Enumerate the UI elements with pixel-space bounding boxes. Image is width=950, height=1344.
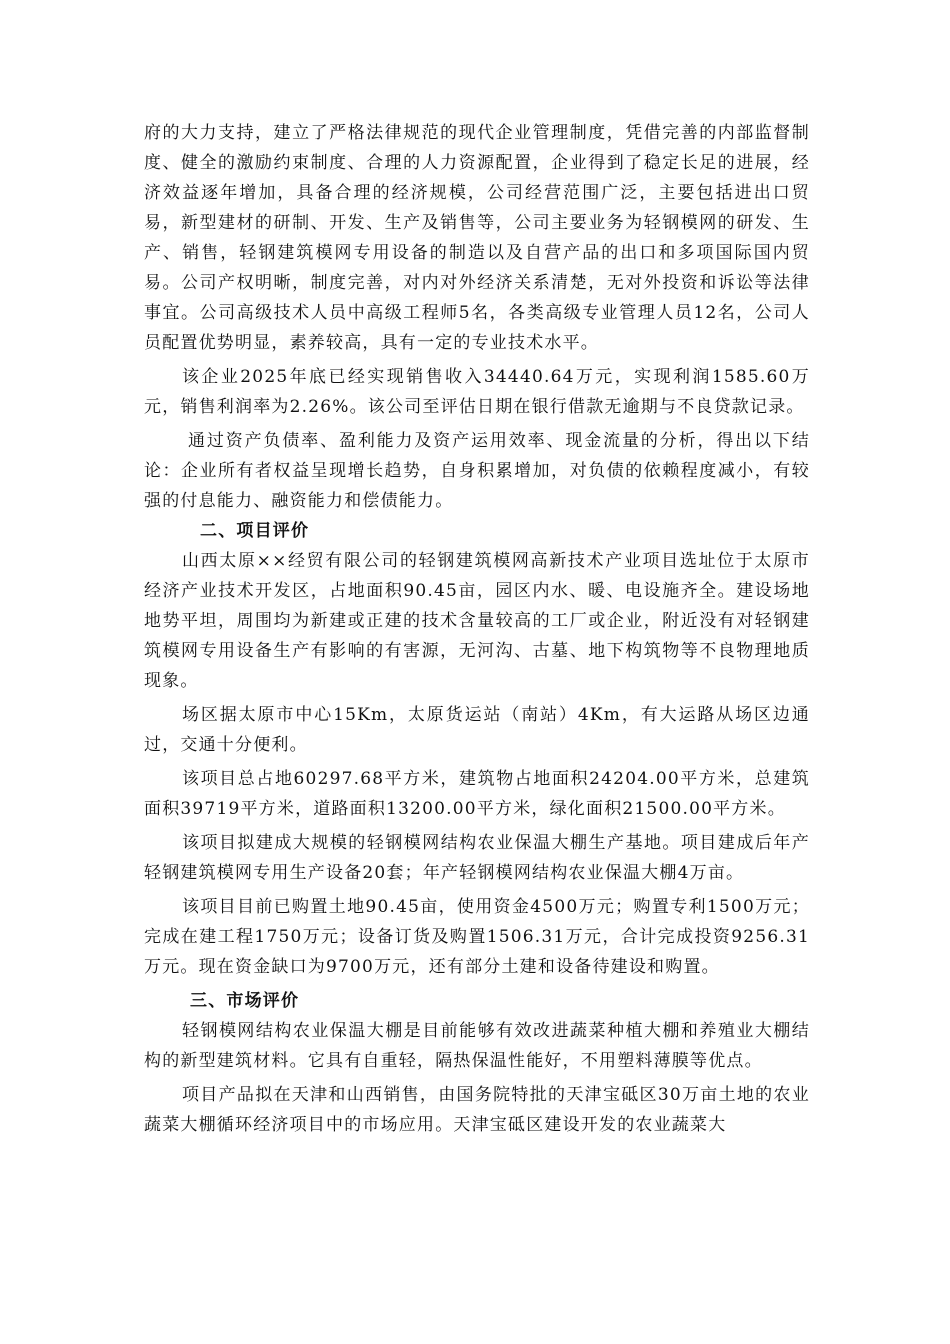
traffic-paragraph: 场区据太原市中心15Km，太原货运站（南站）4Km，有大运路从场区边通过，交通十分便利。 — [144, 705, 810, 755]
section-heading-market-evaluation: 三、市场评价 — [190, 991, 300, 1011]
land-area-paragraph: 该项目总占地60297.68平方米，建筑物占地面积24204.00平方米，总建筑面积39719平方米，道路面积13200.00平方米，绿化面积21500.00平方米。 — [144, 769, 810, 819]
production-capacity-paragraph: 该项目拟建成大规模的轻钢模网结构农业保温大棚生产基地。项目建成后年产轻钢建筑模网专用生产设备20套；年产轻钢模网结构农业保温大棚4万亩。 — [144, 833, 810, 883]
project-site-paragraph: 山西太原××经贸有限公司的轻钢建筑模网高新技术产业项目选址位于太原市经济产业技术开发区，占地面积90.45亩，园区内水、暖、电设施齐全。建设场地地势平坦，周围均为新建或正建的技术含量较高的工厂或企业，附近没有对轻钢建筑模网专用设备生产有影响的有害源，无河沟、古墓、地下构筑物等不良物理地质现象。 — [144, 551, 810, 691]
product-description-paragraph: 轻钢模网结构农业保温大棚是目前能够有效改进蔬菜种植大棚和养殖业大棚结构的新型建筑材料。它具有自重轻，隔热保温性能好，不用塑料薄膜等优点。 — [144, 1021, 810, 1071]
company-overview-paragraph: 府的大力支持，建立了严格法律规范的现代企业管理制度，凭借完善的内部监督制度、健全的激励约束制度、合理的人力资源配置，企业得到了稳定长足的进展，经济效益逐年增加，具备合理的经济规模，公司经营范围广泛，主要包括进出口贸易，新型建材的研制、开发、生产及销售等，公司主要业务为轻钢模网的研发、生产、销售，轻钢建筑模网专用设备的制造以及自营产品的出口和多项国际国内贸易。公司产权明晰，制度完善，对内对外经济关系清楚，无对外投资和诉讼等法律事宜。公司高级技术人员中高级工程师5名，各类高级专业管理人员12名，公司人员配置优势明显，素养较高，具有一定的专业技术水平。 — [144, 123, 810, 353]
market-sales-paragraph: 项目产品拟在天津和山西销售，由国务院特批的天津宝砥区30万亩土地的农业蔬菜大棚循环经济项目中的市场应用。天津宝砥区建设开发的农业蔬菜大 — [144, 1085, 810, 1135]
investment-paragraph: 该项目目前已购置土地90.45亩，使用资金4500万元；购置专利1500万元；完成在建工程1750万元；设备订货及购置1506.31万元，合计完成投资9256.31万元。现在资金缺口为9700万元，还有部分土建和设备待建设和购置。 — [144, 897, 810, 977]
sales-profit-paragraph: 该企业2025年底已经实现销售收入34440.64万元，实现利润1585.60万元，销售利润率为2.26%。该公司至评估日期在银行借款无逾期与不良贷款记录。 — [144, 367, 810, 417]
financial-analysis-paragraph: 通过资产负债率、盈利能力及资产运用效率、现金流量的分析，得出以下结论：企业所有者权益呈现增长趋势，自身积累增加，对负债的依赖程度减小，有较强的付息能力、融资能力和偿债能力。 — [144, 431, 810, 511]
section-heading-project-evaluation: 二、项目评价 — [200, 521, 310, 541]
